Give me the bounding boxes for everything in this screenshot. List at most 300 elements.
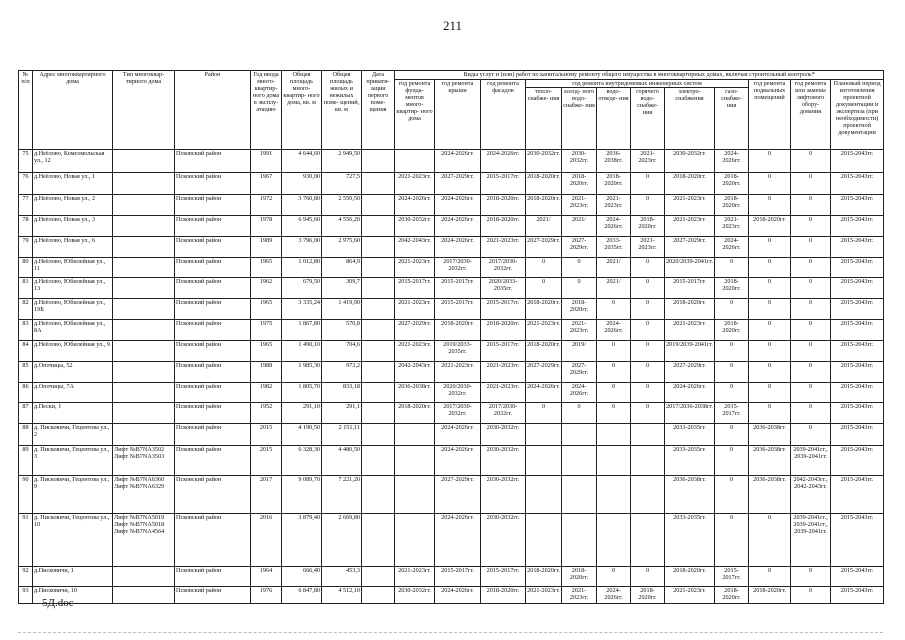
table-cell: 1975: [251, 320, 282, 341]
header-facade: год ремонта фасадов: [481, 80, 526, 150]
table-cell: 2021-2023гг.: [481, 362, 526, 383]
table-cell: 2030-2032гг.: [395, 216, 435, 237]
table-cell: [597, 514, 631, 567]
table-cell: д. Писковичи, Гецентова ул., 3: [33, 446, 113, 476]
table-cell: 2 550,50: [322, 195, 362, 216]
table-cell: 2015-2043гг.: [831, 424, 884, 446]
table-cell: 570,8: [322, 320, 362, 341]
table-cell: 0: [749, 362, 791, 383]
table-row: [19, 567, 884, 587]
table-cell: 2015-2043гг.: [831, 476, 884, 514]
table-cell: 2015-2043гг.: [831, 320, 884, 341]
table-cell: 86: [19, 383, 33, 403]
table-cell: 2027-2029гг.: [562, 362, 597, 383]
table-cell: 2030-2032гг.: [395, 587, 435, 604]
bottom-divider: [18, 632, 883, 633]
table-cell: [526, 476, 562, 514]
table-cell: 2027-2029гг.: [665, 237, 715, 258]
table-cell: 2018-2020гг.: [665, 299, 715, 320]
table-cell: 77: [19, 195, 33, 216]
table-cell: 2021-2023гг.: [395, 173, 435, 195]
table-cell: 2018-2020гг.: [562, 299, 597, 320]
header-total-area: Общая площадь много- квартир- ного дома, кв. м: [282, 71, 322, 150]
table-cell: 2017: [251, 476, 282, 514]
table-cell: 2015-2017гг.: [481, 341, 526, 362]
table-cell: 1989: [251, 237, 282, 258]
table-cell: [362, 258, 395, 278]
table-cell: 4 644,60: [282, 150, 322, 173]
table-cell: Псковский район: [175, 216, 251, 237]
table-cell: 0: [631, 320, 665, 341]
table-cell: [597, 424, 631, 446]
table-cell: 2039-2041гг., 2039-2041гг., 2039-2041гг.: [791, 514, 831, 567]
table-cell: 2015-2043гг.: [831, 587, 884, 604]
table-cell: [395, 446, 435, 476]
table-cell: 1967: [251, 173, 282, 195]
table-cell: 2024-2026гг.: [597, 587, 631, 604]
table-cell: 2027-2029гг.: [526, 237, 562, 258]
table-cell: 2027-2029гг.: [435, 173, 481, 195]
header-building-type: Тип многоквар- тирного дома: [113, 71, 175, 150]
table-cell: 2036-2038гг.: [749, 446, 791, 476]
table-cell: 2024-2026гг.: [597, 320, 631, 341]
header-number: № п/п: [19, 71, 33, 150]
table-cell: 2024-2026гг.: [715, 150, 749, 173]
table-cell: 0: [715, 383, 749, 403]
table-cell: [526, 424, 562, 446]
table-cell: 2027-2029гг.: [526, 362, 562, 383]
table-cell: 2015-2043гг.: [831, 341, 884, 362]
table-cell: Лифт №В7NA6360 Лифт №В7NA6329: [113, 476, 175, 514]
table-cell: 0: [715, 424, 749, 446]
table-cell: 2024-2026гг.: [435, 216, 481, 237]
table-body: [19, 150, 884, 604]
table-cell: 0: [562, 278, 597, 299]
header-foundation: год ремонта фунда- ментов много- квартир- ного дома: [395, 80, 435, 150]
table-cell: Псковский район: [175, 362, 251, 383]
table-cell: 309,7: [322, 278, 362, 299]
table-cell: 91: [19, 514, 33, 567]
table-cell: 2015-2043гг.: [831, 514, 884, 567]
table-cell: 2021-2023гг.: [481, 237, 526, 258]
table-cell: 453,3: [322, 567, 362, 587]
table-cell: 0: [791, 299, 831, 320]
table-cell: 2042-2043гг., 2042-2043гг.: [791, 476, 831, 514]
capital-repair-table: [18, 70, 884, 604]
table-cell: 7 221,20: [322, 476, 362, 514]
table-cell: [597, 446, 631, 476]
table-cell: д.Пески, 1: [33, 403, 113, 424]
table-cell: 2017/2030-2032гг.: [481, 258, 526, 278]
table-cell: д.Неёлово, Новая ул., 2: [33, 195, 113, 216]
table-cell: 1 419,90: [322, 299, 362, 320]
table-cell: [362, 341, 395, 362]
table-cell: 973,2: [322, 362, 362, 383]
header-plan: Плановый период изготовления проектной документации и экспертиза (при необходимости) проектной документации: [831, 80, 884, 150]
table-cell: 0: [749, 299, 791, 320]
table-cell: 2019/: [562, 341, 597, 362]
table-cell: 2015-2017гг.: [715, 403, 749, 424]
table-cell: 2015-2017гг.: [481, 173, 526, 195]
table-cell: 2015-2017гг.: [435, 567, 481, 587]
table-cell: [113, 403, 175, 424]
table-cell: 2030-2032гг.: [481, 476, 526, 514]
table-cell: [113, 216, 175, 237]
table-cell: 2024-2026гг.: [562, 383, 597, 403]
table-cell: [362, 237, 395, 258]
table-cell: 2018-2020гг.: [526, 299, 562, 320]
table-cell: [362, 362, 395, 383]
table-cell: 0: [631, 299, 665, 320]
table-cell: 0: [631, 341, 665, 362]
table-cell: Псковский район: [175, 237, 251, 258]
table-cell: 0: [791, 424, 831, 446]
table-cell: 1 012,80: [282, 258, 322, 278]
table-cell: 0: [791, 237, 831, 258]
table-row: [19, 587, 884, 604]
table-cell: 2027-2029гг.: [435, 476, 481, 514]
table-cell: 2036-2038гг.: [749, 424, 791, 446]
table-cell: [562, 476, 597, 514]
table-cell: 0: [715, 476, 749, 514]
table-cell: 2024-2026гг.: [526, 383, 562, 403]
table-cell: 2030-2032гг.: [665, 150, 715, 173]
table-cell: 2021/: [562, 216, 597, 237]
table-cell: 2018-2020гг.: [665, 567, 715, 587]
table-row: [19, 237, 884, 258]
table-cell: Лифт №В7NA3502 Лифт №В7NA3503: [113, 446, 175, 476]
table-cell: 2033-2035гг.: [665, 424, 715, 446]
table-cell: 2021-2023гг.: [665, 320, 715, 341]
table-cell: 2021-2023гг.: [526, 320, 562, 341]
table-cell: 2020/2039-2041гг.: [665, 258, 715, 278]
table-cell: д.Писковичи, 10: [33, 587, 113, 604]
table-cell: 2015-2043гг.: [831, 567, 884, 587]
table-cell: 2018-2020гг.: [481, 195, 526, 216]
table-cell: [362, 514, 395, 567]
table-row: [19, 341, 884, 362]
table-cell: д. Писковичи, Гецентова ул., 10: [33, 514, 113, 567]
table-cell: 0: [631, 258, 665, 278]
table-cell: 2021-2023гг.: [562, 195, 597, 216]
table-cell: 87: [19, 403, 33, 424]
table-cell: [113, 258, 175, 278]
table-cell: 2018-2020гг.: [526, 341, 562, 362]
table-cell: Псковский район: [175, 567, 251, 587]
header-roof: год ремонта крыши: [435, 80, 481, 150]
table-cell: 2015-2043гг.: [831, 446, 884, 476]
header-address: Адрес многоквартирного дома: [33, 71, 113, 150]
table-header: [19, 71, 884, 150]
table-cell: [631, 446, 665, 476]
table-cell: 6 847,80: [282, 587, 322, 604]
table-cell: 0: [631, 362, 665, 383]
table-cell: 75: [19, 150, 33, 173]
table-cell: [362, 195, 395, 216]
table-cell: Псковский район: [175, 299, 251, 320]
table-cell: 2036-2038гг.: [665, 476, 715, 514]
table-cell: 2015: [251, 424, 282, 446]
table-row: [19, 278, 884, 299]
table-cell: 291,10: [282, 403, 322, 424]
table-cell: 3 760,80: [282, 195, 322, 216]
table-row: [19, 383, 884, 403]
table-cell: 2021/: [597, 258, 631, 278]
table-cell: [395, 476, 435, 514]
table-cell: Псковский район: [175, 258, 251, 278]
table-cell: 76: [19, 173, 33, 195]
table-row: [19, 195, 884, 216]
table-cell: 2024-2026гг.: [435, 150, 481, 173]
table-cell: 2021/: [597, 278, 631, 299]
table-cell: 0: [526, 278, 562, 299]
table-cell: 0: [791, 216, 831, 237]
table-cell: 90: [19, 476, 33, 514]
table-cell: 1 490,10: [282, 341, 322, 362]
table-cell: 2018-2020гг.: [749, 216, 791, 237]
table-cell: 2030-2032гг.: [526, 150, 562, 173]
table-cell: 2024-2026гг.: [435, 514, 481, 567]
header-heating: тепло- снабже- ния: [526, 88, 562, 150]
table-cell: [395, 424, 435, 446]
table-cell: 93: [19, 587, 33, 604]
table-cell: Псковский район: [175, 173, 251, 195]
table-cell: [562, 446, 597, 476]
table-cell: 2024-2026гг.: [435, 446, 481, 476]
table-cell: 0: [791, 173, 831, 195]
table-cell: 1962: [251, 278, 282, 299]
table-cell: Псковский район: [175, 587, 251, 604]
table-row: [19, 424, 884, 446]
table-cell: 81: [19, 278, 33, 299]
table-cell: 2015-2017гг.: [665, 278, 715, 299]
table-cell: [113, 362, 175, 383]
table-cell: [362, 424, 395, 446]
table-cell: 0: [791, 278, 831, 299]
table-cell: 0: [715, 446, 749, 476]
table-cell: д.Опочицы, 52: [33, 362, 113, 383]
table-cell: 704,6: [322, 341, 362, 362]
table-cell: 2017/2030-2032гг.: [435, 258, 481, 278]
table-cell: 727,5: [322, 173, 362, 195]
table-cell: 2021-2023гг.: [715, 216, 749, 237]
table-cell: [362, 403, 395, 424]
table-cell: 2018-2020гг.: [715, 278, 749, 299]
header-district: Район: [175, 71, 251, 150]
table-cell: [113, 278, 175, 299]
table-cell: 0: [631, 195, 665, 216]
table-cell: 0: [791, 150, 831, 173]
table-cell: [362, 446, 395, 476]
header-lift: год ремонта или замены лифтового обору- дования: [791, 80, 831, 150]
table-cell: 2015-2043гг.: [831, 150, 884, 173]
table-cell: 2018-2020гг.: [597, 173, 631, 195]
table-row: [19, 299, 884, 320]
table-cell: 0: [597, 383, 631, 403]
table-cell: 2021-2023гг.: [395, 258, 435, 278]
table-cell: 1991: [251, 150, 282, 173]
table-cell: 2018-2020гг.: [481, 320, 526, 341]
table-row: [19, 514, 884, 567]
table-cell: 0: [715, 514, 749, 567]
table-cell: 2015-2043гг.: [831, 237, 884, 258]
header-engineering: год ремонта внутридомовых инженерных систем: [526, 80, 749, 88]
table-cell: [113, 150, 175, 173]
table-cell: д.Неёлово, Юбилейная ул., 19Б: [33, 299, 113, 320]
table-cell: д.Неёлово, Юбилейная ул., 9: [33, 341, 113, 362]
table-cell: 2015-2017гг.: [481, 567, 526, 587]
header-drainage: водо- отведе- ния: [597, 88, 631, 150]
table-cell: 85: [19, 362, 33, 383]
table-cell: [631, 514, 665, 567]
table-cell: 80: [19, 258, 33, 278]
table-cell: 3 796,00: [282, 237, 322, 258]
table-cell: 2018-2020гг.: [526, 567, 562, 587]
table-cell: 2030-2032гг.: [481, 424, 526, 446]
table-cell: [113, 587, 175, 604]
table-cell: 2018-2020гг.: [715, 587, 749, 604]
table-cell: Псковский район: [175, 383, 251, 403]
table-cell: 2021-2023гг.: [481, 383, 526, 403]
table-cell: 0: [597, 403, 631, 424]
table-cell: 0: [791, 362, 831, 383]
table-cell: 0: [631, 403, 665, 424]
table-cell: 2018-2020гг.: [526, 173, 562, 195]
table-cell: 0: [749, 403, 791, 424]
table-cell: 2021-2023гг.: [395, 567, 435, 587]
table-cell: 2027-2029гг.: [665, 362, 715, 383]
table-cell: 2015-2043гг.: [831, 299, 884, 320]
table-cell: 0: [749, 195, 791, 216]
header-works: Виды услуг и (или) работ по капитальному ремонту общего имущества в многоквартирных домах, включая строительный контроль*: [395, 71, 884, 80]
table-cell: 1965: [251, 299, 282, 320]
table-row: [19, 446, 884, 476]
table-cell: 2021/: [526, 216, 562, 237]
table-cell: д. Писковичи, Гецентова ул., 2: [33, 424, 113, 446]
table-cell: 0: [749, 341, 791, 362]
table-cell: 2021-2023гг.: [395, 341, 435, 362]
header-year: Год ввода много- квартир- ного дома в эксплу- атацию: [251, 71, 282, 150]
table-cell: [631, 424, 665, 446]
table-cell: [362, 320, 395, 341]
table-cell: 2021-2023гг.: [631, 237, 665, 258]
table-cell: 0: [597, 362, 631, 383]
table-cell: 679,50: [282, 278, 322, 299]
table-cell: 2015-2017гг.: [435, 278, 481, 299]
table-cell: 0: [715, 362, 749, 383]
table-cell: 9 089,70: [282, 476, 322, 514]
table-cell: 2015-2017гг.: [715, 567, 749, 587]
table-cell: 0: [562, 258, 597, 278]
table-cell: [113, 237, 175, 258]
table-cell: 2021-2023гг.: [435, 362, 481, 383]
table-cell: 291,1: [322, 403, 362, 424]
table-cell: [526, 514, 562, 567]
table-cell: 79: [19, 237, 33, 258]
table-cell: 4 190,50: [282, 424, 322, 446]
table-cell: 2015-2017гг.: [395, 278, 435, 299]
table-cell: [113, 383, 175, 403]
table-cell: 2024-2026гг.: [481, 150, 526, 173]
table-cell: 2015-2043гг.: [831, 383, 884, 403]
table-cell: д.Опочицы, 7А: [33, 383, 113, 403]
table-cell: 1 867,80: [282, 320, 322, 341]
table-cell: 2042-2043гг.: [395, 362, 435, 383]
header-living-area: Общая площадь жилых и нежилых поме- щений, кв. м: [322, 71, 362, 150]
table-cell: 0: [562, 403, 597, 424]
table-cell: [362, 278, 395, 299]
table-cell: [113, 195, 175, 216]
table-cell: 88: [19, 424, 33, 446]
header-privatization-date: Дата привати- зации первого поме- щения: [362, 71, 395, 150]
table-cell: 2021-2023гг.: [631, 150, 665, 173]
header-electricity: электро- снабжения: [665, 88, 715, 150]
table-cell: 4 480,50: [322, 446, 362, 476]
table-cell: 0: [526, 258, 562, 278]
table-cell: 2021-2023гг.: [562, 587, 597, 604]
table-cell: 0: [631, 278, 665, 299]
table-cell: 2021-2023гг.: [526, 587, 562, 604]
table-cell: 82: [19, 299, 33, 320]
table-row: [19, 173, 884, 195]
table-cell: 2021-2023гг.: [665, 587, 715, 604]
table-cell: [597, 476, 631, 514]
table-cell: 2030-2032гг.: [562, 150, 597, 173]
table-cell: [362, 476, 395, 514]
table-cell: 2021-2023гг.: [597, 195, 631, 216]
table-cell: [362, 383, 395, 403]
table-cell: 2015-2043гг.: [831, 278, 884, 299]
table-cell: 2024-2026гг.: [435, 587, 481, 604]
table-cell: 0: [631, 173, 665, 195]
table-cell: 2017/2030-2032гг.: [481, 403, 526, 424]
table-cell: Псковский район: [175, 424, 251, 446]
table-cell: 1 805,70: [282, 383, 322, 403]
table-cell: 0: [715, 258, 749, 278]
table-cell: 2021-2023гг.: [395, 299, 435, 320]
table-cell: 0: [791, 587, 831, 604]
table-cell: Псковский район: [175, 514, 251, 567]
table-cell: 0: [749, 173, 791, 195]
table-cell: 2027-2029гг.: [562, 237, 597, 258]
table-cell: 0: [631, 567, 665, 587]
table-cell: 1982: [251, 383, 282, 403]
table-row: [19, 258, 884, 278]
table-cell: [362, 173, 395, 195]
table-cell: 3 335,24: [282, 299, 322, 320]
table-cell: 2024-2026гг.: [435, 195, 481, 216]
table-cell: 2 151,11: [322, 424, 362, 446]
table-cell: 2020/2033-2035гг.: [481, 278, 526, 299]
table-cell: 2021-2023гг.: [665, 195, 715, 216]
table-cell: 2036-2038гг.: [597, 150, 631, 173]
table-cell: 0: [526, 403, 562, 424]
table-cell: 84: [19, 341, 33, 362]
table-cell: [362, 567, 395, 587]
table-cell: Псковский район: [175, 476, 251, 514]
table-cell: 2036-2038гг.: [395, 383, 435, 403]
table-cell: 0: [597, 567, 631, 587]
table-cell: 2024-2026гг.: [395, 195, 435, 216]
table-cell: 0: [791, 383, 831, 403]
table-cell: 1964: [251, 567, 282, 587]
table-row: [19, 150, 884, 173]
table-cell: 1965: [251, 341, 282, 362]
header-hot-water: горячего водо- снабже- ния: [631, 88, 665, 150]
table-cell: Псковский район: [175, 278, 251, 299]
table-cell: 2042-2043гг.: [395, 237, 435, 258]
table-cell: 1988: [251, 362, 282, 383]
